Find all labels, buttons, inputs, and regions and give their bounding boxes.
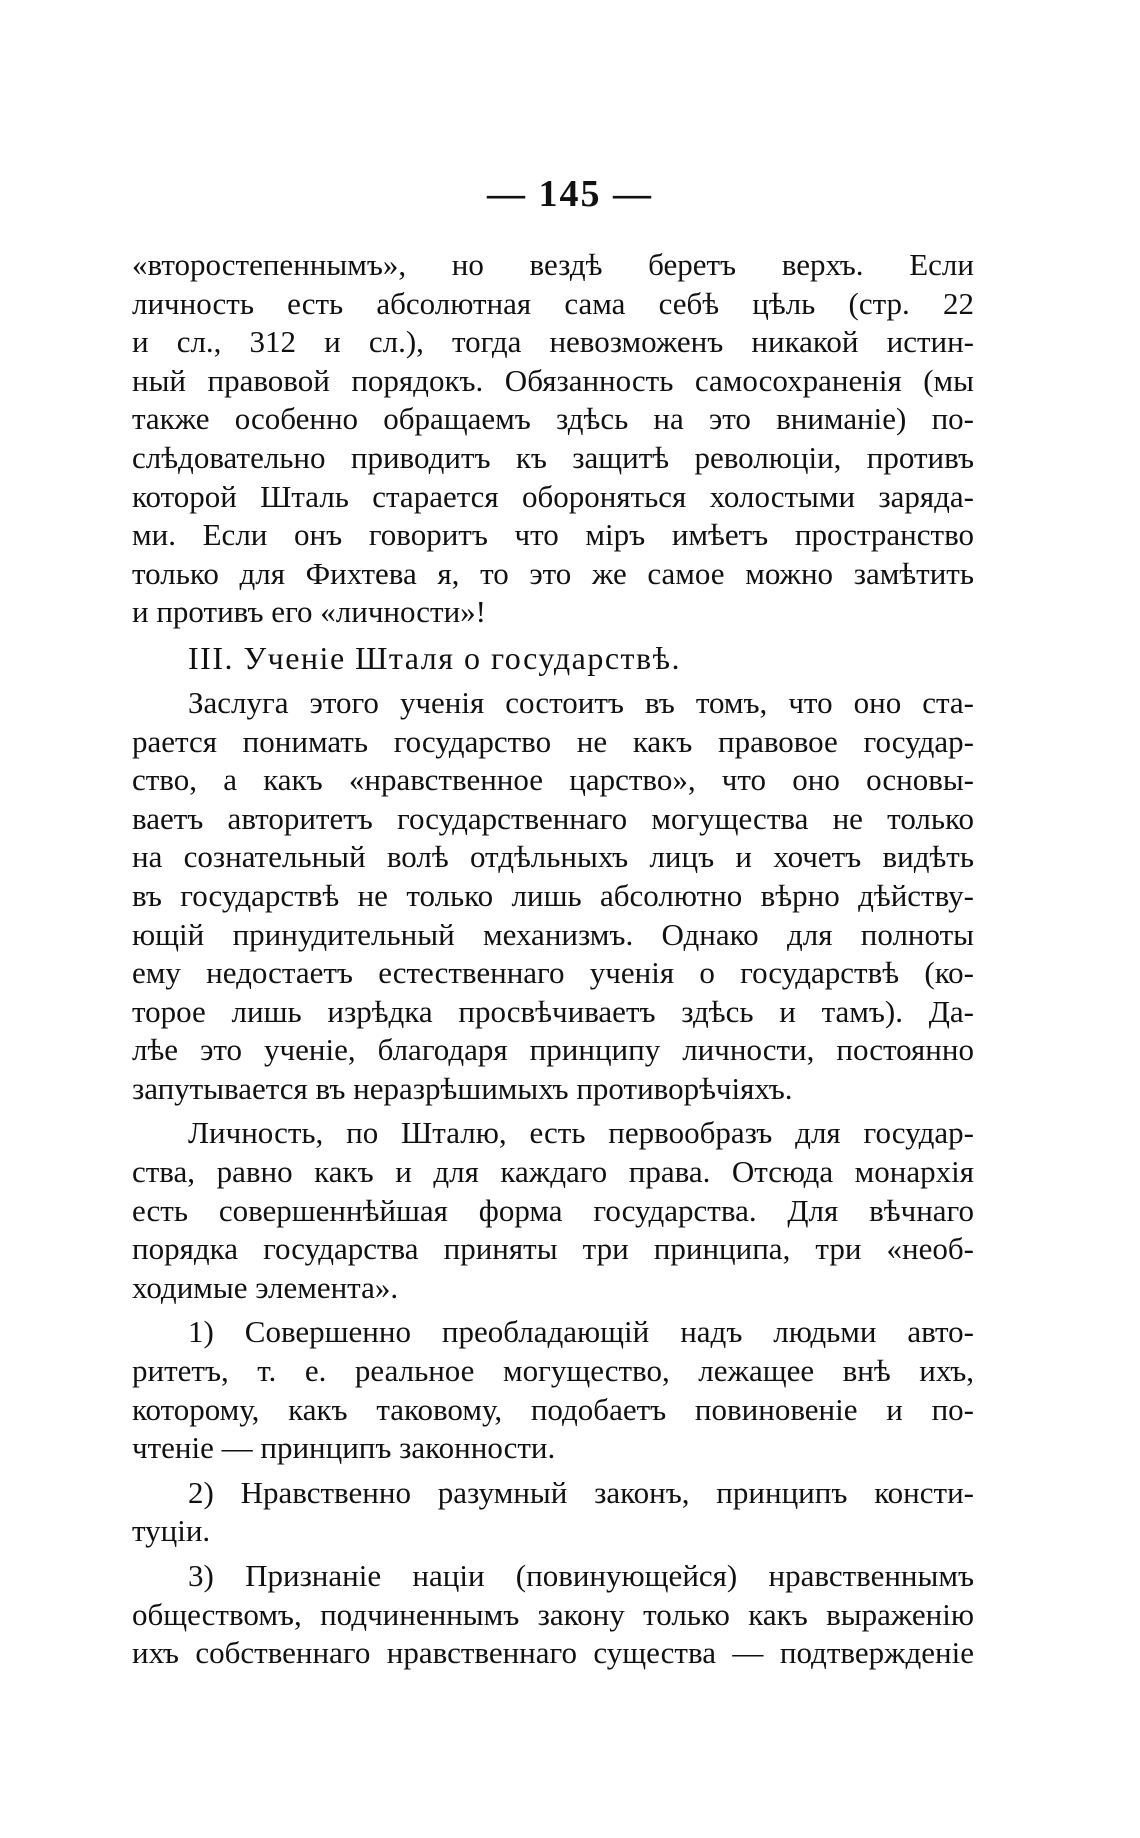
text-line: обществомъ, подчиненнымъ закону только какъ выраженію xyxy=(132,1596,974,1632)
paragraph xyxy=(132,684,974,1109)
list-item xyxy=(132,1474,974,1551)
text-line: лѣе это ученіе, благодаря принципу личности, постоянно xyxy=(132,1032,974,1068)
text-line: 3) Признаніе націи (повинующейся) нравственнымъ xyxy=(188,1558,974,1593)
text-line: личность есть абсолютная сама себѣ цѣль (стр. 22 xyxy=(132,285,974,321)
text-line: слѣдовательно приводитъ къ защитѣ революціи, противъ xyxy=(132,439,974,475)
text-line: на сознательный волѣ отдѣльныхъ лицъ и хочетъ видѣть xyxy=(132,839,974,875)
text-line: ство, а какъ «нравственное царство», что оно основы- xyxy=(132,762,974,798)
body-text xyxy=(132,246,974,1679)
text-line: ства, равно какъ и для каждаго права. Отсюда монархія xyxy=(132,1154,974,1190)
text-line: и противъ его «личности»! xyxy=(132,594,486,630)
text-line: «второстепеннымъ», но вездѣ беретъ верхъ. Если xyxy=(132,247,974,282)
text-line: есть совершеннѣйшая форма государства. Для вѣчнаго xyxy=(132,1192,974,1228)
text-line: запутывается въ неразрѣшимыхъ противорѣчіяхъ. xyxy=(132,1070,793,1106)
page-number: — 145 — xyxy=(487,173,653,215)
text-line: ный правовой порядокъ. Обязанность самосохраненія (мы xyxy=(132,362,974,398)
text-line: ми. Если онъ говоритъ что міръ имѣетъ пространство xyxy=(132,517,974,553)
text-line: Личность, по Шталю, есть первообразъ для государ- xyxy=(188,1115,974,1151)
text-line: чтеніе — принципъ законности. xyxy=(132,1430,556,1466)
text-line: въ государствѣ не только лишь абсолютно вѣрно дѣйству- xyxy=(132,877,974,913)
text-line: торое лишь изрѣдка просвѣчиваетъ здѣсь и тамъ). Да- xyxy=(132,993,974,1029)
text-line: только для Фихтева я, то это же самое можно замѣтить xyxy=(132,555,974,591)
text-line: ходимые элемента». xyxy=(132,1269,399,1305)
text-line: 1) Совершенно преобладающій надъ людьми авто- xyxy=(188,1314,974,1350)
text-line: рается понимать государство не какъ правовое государ- xyxy=(132,723,974,759)
text-line: ихъ собственнаго нравственнаго существа — подтвержденіе xyxy=(132,1635,974,1671)
text-line: ритетъ, т. е. реальное могущество, лежащее внѣ ихъ, xyxy=(132,1353,974,1389)
text-line: ваетъ авторитетъ государственнаго могущества не только xyxy=(132,800,974,836)
text-line: Заслуга этого ученія состоитъ въ томъ, что оно ста- xyxy=(188,684,974,720)
list-item xyxy=(132,1557,974,1673)
paragraph xyxy=(132,246,974,632)
paragraph xyxy=(132,1114,974,1307)
text-line: также особенно обращаемъ здѣсь на это вниманіе) по- xyxy=(132,401,974,437)
heading-text: III. Ученіе Шталя о государствѣ. xyxy=(188,639,682,676)
text-line: туціи. xyxy=(132,1513,211,1549)
text-line: порядка государства приняты три принципа, три «необ- xyxy=(132,1231,974,1267)
text-line: 2) Нравственно разумный законъ, принципъ консти- xyxy=(188,1474,974,1510)
text-line: ющій принудительный механизмъ. Однако для полноты xyxy=(132,916,974,952)
list-item xyxy=(132,1313,974,1467)
text-line: ему недостаетъ естественнаго ученія о государствѣ (ко- xyxy=(132,955,974,991)
section-heading xyxy=(132,638,974,678)
text-line: которому, какъ таковому, подобаетъ повиновеніе и по- xyxy=(132,1391,974,1427)
text-line: и сл., 312 и сл.), тогда невозможенъ никакой истин- xyxy=(132,324,974,360)
text-line: которой Шталь старается обороняться холостыми заряда- xyxy=(132,478,974,514)
